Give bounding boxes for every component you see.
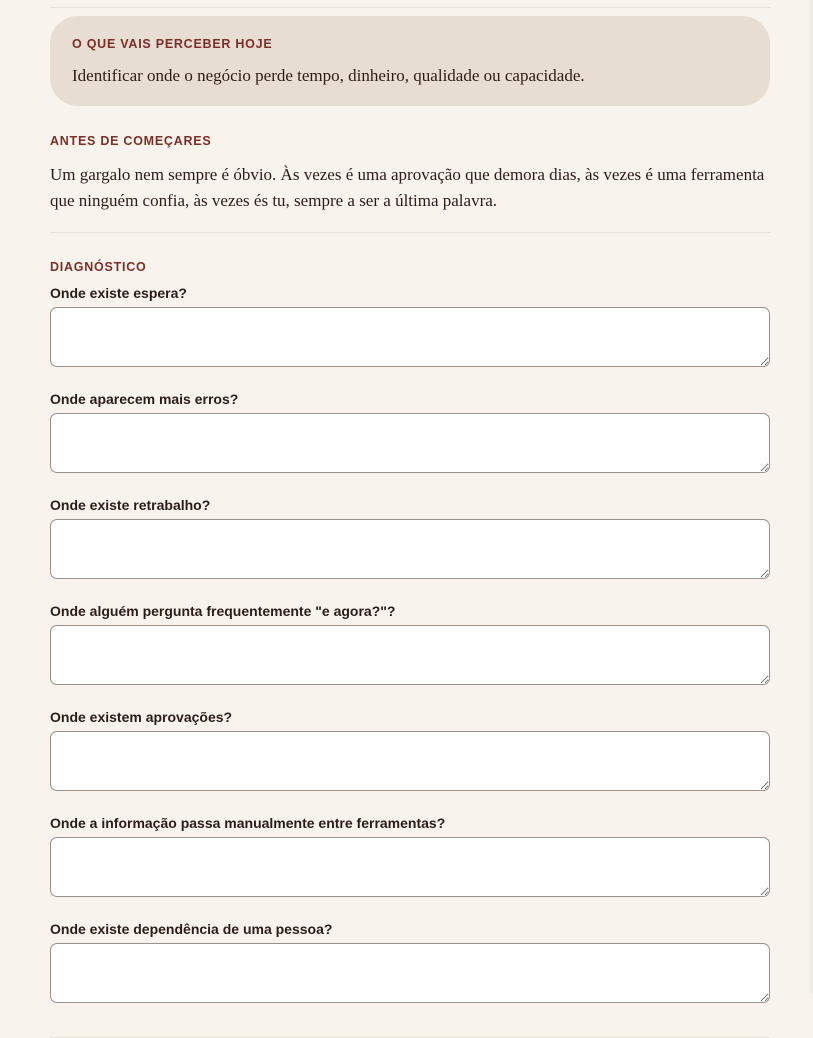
- before-start-heading: ANTES DE COMEÇARES: [50, 134, 212, 148]
- question-wait: [50, 285, 770, 367]
- question-label: Onde aparecem mais erros?: [50, 391, 239, 407]
- question-label: Onde alguém pergunta frequentemente "e agora?"?: [50, 603, 396, 619]
- question-next-step: [50, 603, 770, 685]
- question-rework: [50, 497, 770, 579]
- answer-textarea[interactable]: [50, 837, 770, 897]
- top-divider: [50, 7, 770, 8]
- question-person-dependency: [50, 921, 770, 1003]
- before-start-section: [50, 134, 770, 214]
- answer-textarea[interactable]: [50, 943, 770, 1003]
- diagnostic-section: [50, 260, 770, 1003]
- question-label: Onde existem aprovações?: [50, 709, 233, 725]
- before-start-text: Um gargalo nem sempre é óbvio. Às vezes é uma aprovação que demora dias, às vezes é uma ferramenta que ninguém confia, às vezes és tu, sempre a ser a última palavra.: [50, 165, 765, 210]
- answer-textarea[interactable]: [50, 413, 770, 473]
- today-callout: [50, 16, 770, 106]
- question-manual-transfer: [50, 815, 770, 897]
- diagnostic-heading: DIAGNÓSTICO: [50, 260, 147, 274]
- section-divider: [50, 232, 770, 233]
- answer-textarea[interactable]: [50, 307, 770, 367]
- question-label: Onde a informação passa manualmente entre ferramentas?: [50, 815, 446, 831]
- question-label: Onde existe dependência de uma pessoa?: [50, 921, 333, 937]
- question-approvals: [50, 709, 770, 791]
- answer-textarea[interactable]: [50, 731, 770, 791]
- question-errors: [50, 391, 770, 473]
- answer-textarea[interactable]: [50, 625, 770, 685]
- question-label: Onde existe retrabalho?: [50, 497, 211, 513]
- today-heading: O QUE VAIS PERCEBER HOJE: [72, 37, 273, 51]
- answer-textarea[interactable]: [50, 519, 770, 579]
- today-description: Identificar onde o negócio perde tempo, dinheiro, qualidade ou capacidade.: [72, 66, 585, 85]
- lesson-content: [50, 0, 770, 1038]
- question-label: Onde existe espera?: [50, 285, 187, 301]
